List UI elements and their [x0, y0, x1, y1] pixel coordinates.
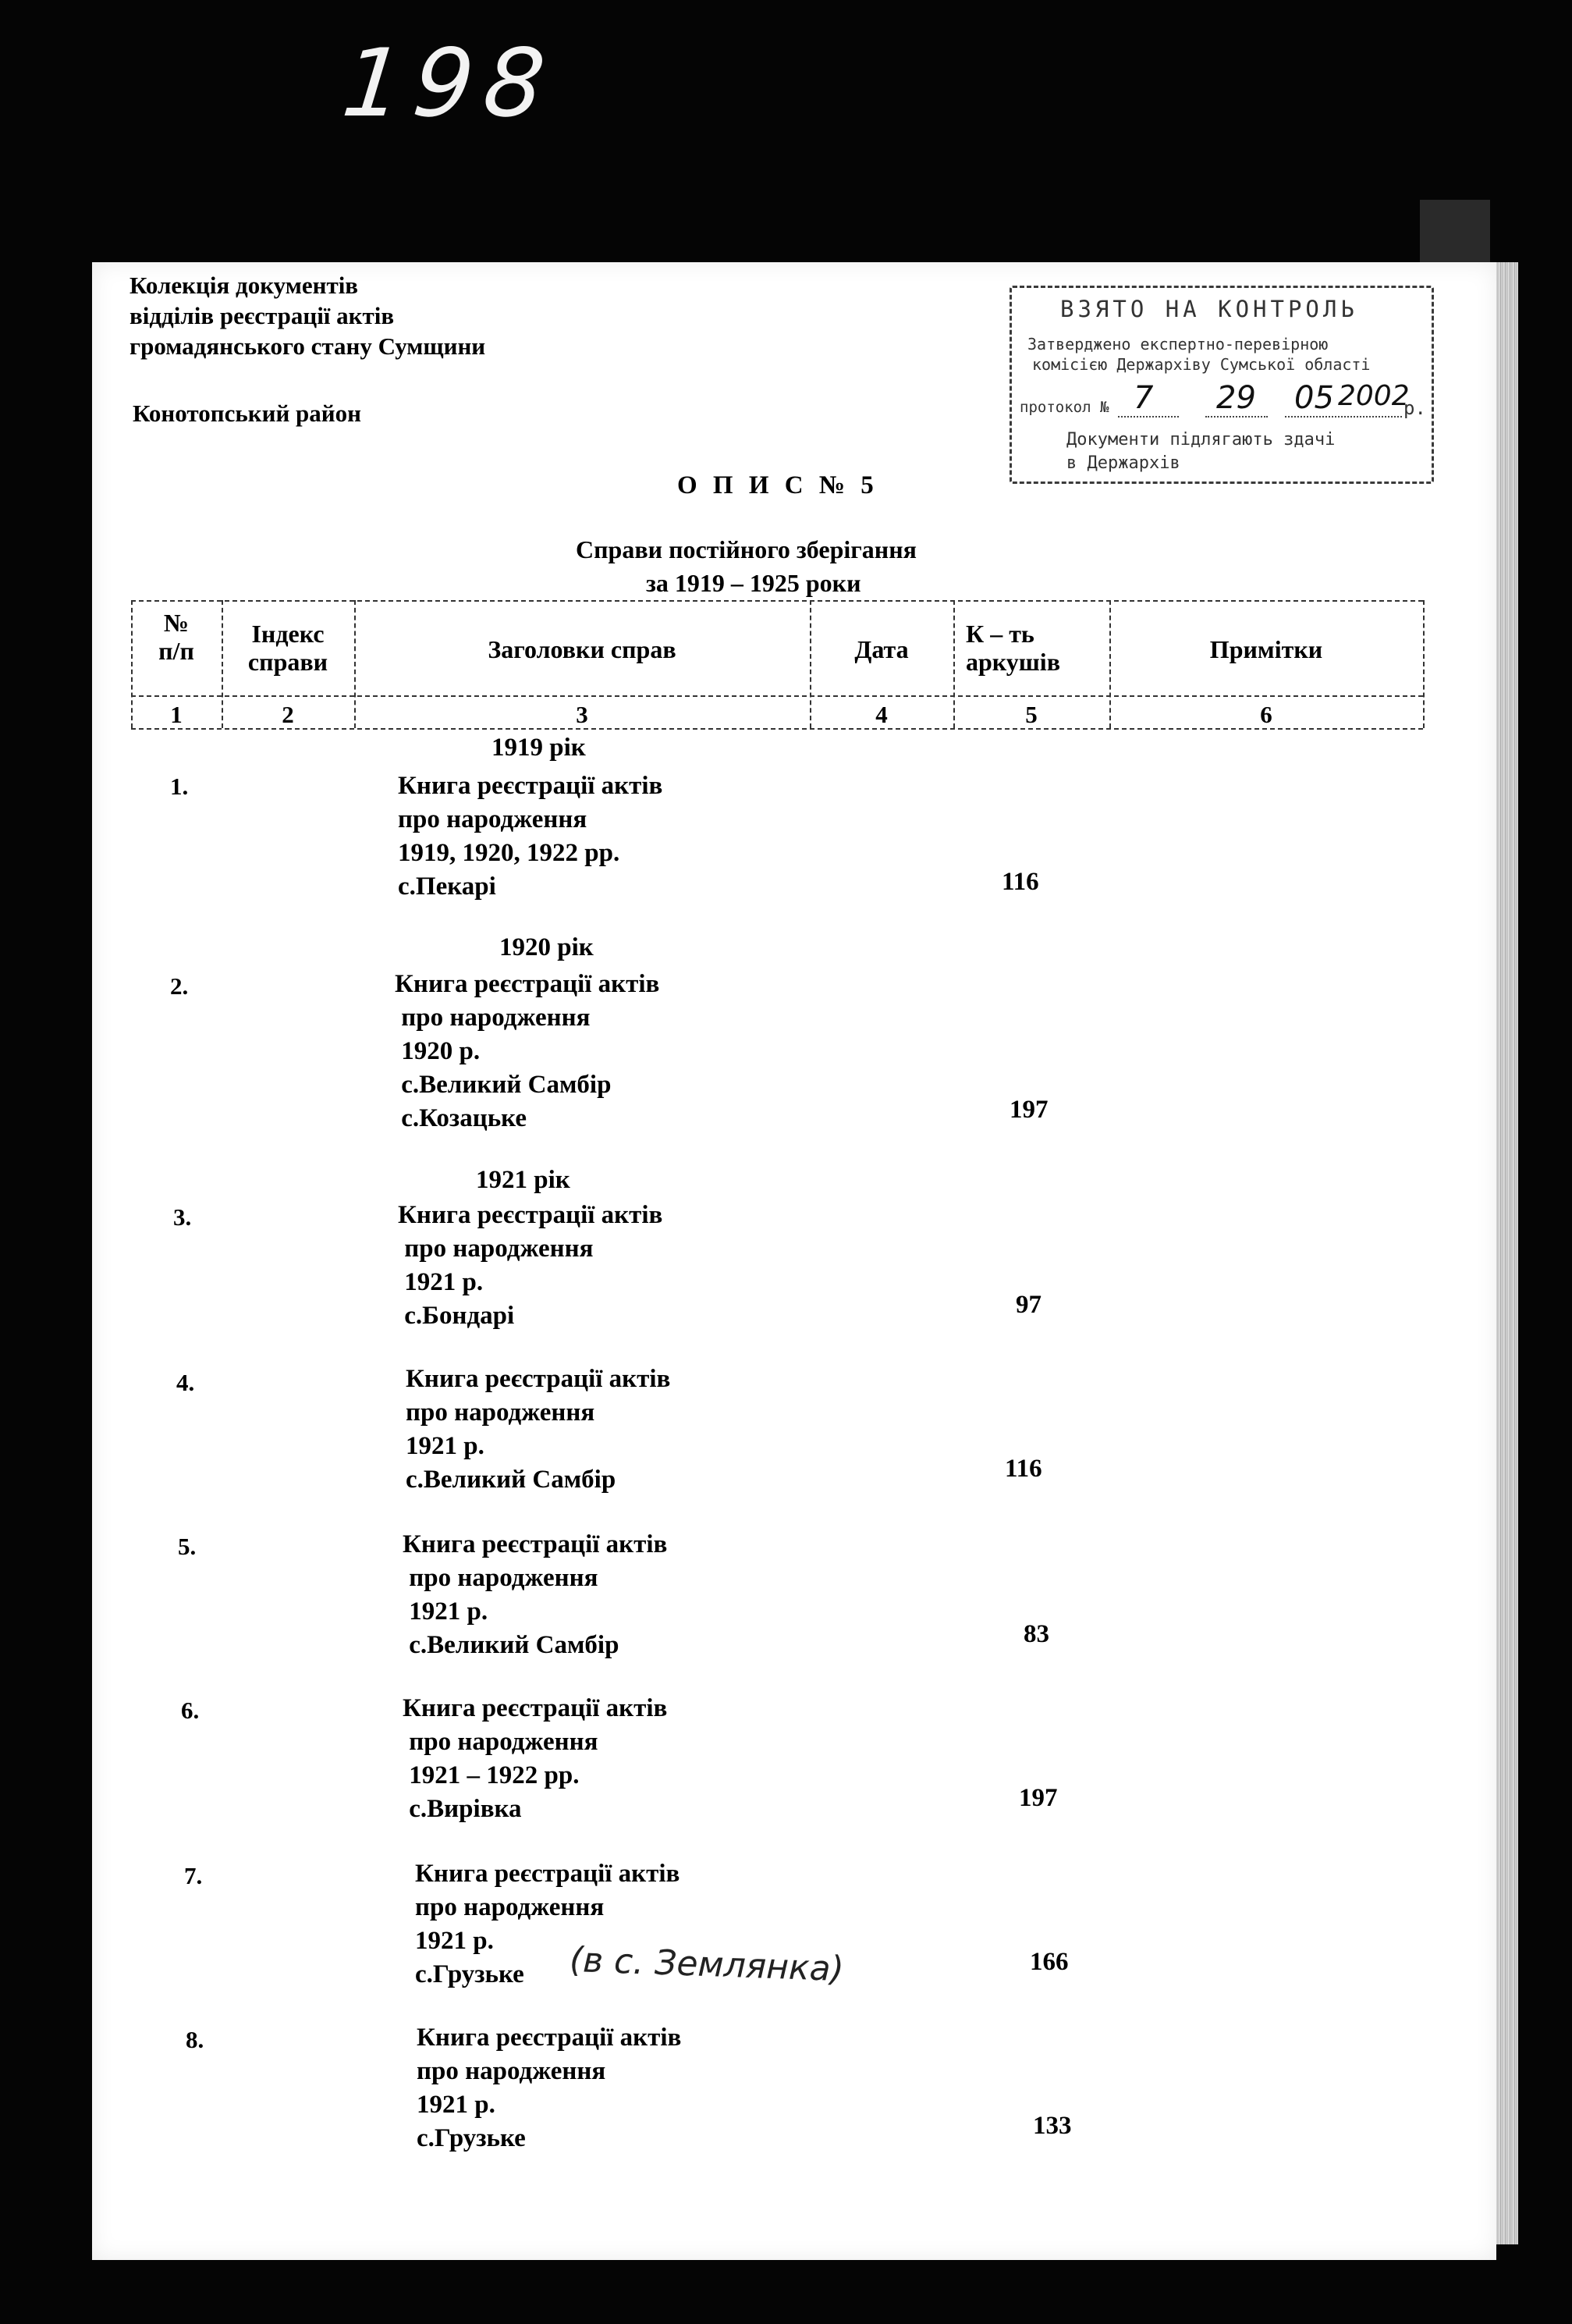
year-heading-1920: 1920 рік	[499, 933, 594, 961]
column-number-4: 4	[875, 701, 888, 728]
control-stamp	[1010, 286, 1434, 484]
table-row-2-num: 2.	[170, 972, 189, 1000]
table-row-8-num: 8.	[186, 2026, 204, 2053]
table-row-3-title: Книга реєстрації актів про народження 1921 р. с.Бондарі	[398, 1201, 663, 1330]
header-num: № п/п	[158, 609, 194, 665]
year-heading-1921: 1921 рік	[476, 1166, 570, 1194]
table-row-5-title: Книга реєстрації актів про народження 1921 р. с.Великий Самбір	[403, 1530, 668, 1659]
column-number-1: 1	[170, 701, 183, 728]
table-row-1-title: Книга реєстрації актів про народження 1919, 1920, 1922 рр. с.Пекарі	[398, 772, 663, 901]
header-notes: Примітки	[1209, 635, 1323, 663]
column-number-5: 5	[1025, 701, 1038, 728]
table-row-1-sheets: 116	[1002, 868, 1039, 896]
table-row-1-num: 1.	[170, 773, 189, 800]
stamp-year: 2002	[1338, 380, 1410, 412]
header-date: Дата	[854, 635, 909, 663]
document-page	[92, 262, 1496, 2260]
district-label: Конотопський район	[133, 400, 362, 427]
year-heading-1919: 1919 рік	[491, 734, 586, 762]
stamp-approval-line-2: комісією Держархіву Сумської області	[1032, 355, 1371, 374]
stamp-day: 29	[1216, 380, 1256, 416]
stamp-underline-day	[1205, 416, 1268, 418]
collection-line-3: громадянського стану Сумщини	[130, 332, 486, 360]
stamp-approval-line-1: Затверджено експертно-перевірною	[1027, 335, 1329, 354]
table-row-6-num: 6.	[181, 1697, 200, 1724]
stamp-protocol-label: протокол №	[1020, 399, 1109, 416]
inventory-title: О П И С № 5	[677, 471, 878, 499]
table-col-divider-6	[1423, 600, 1425, 728]
table-row-5-num: 5.	[178, 1533, 197, 1560]
film-frame-number: 198	[337, 30, 561, 138]
table-row-6-sheets: 197	[1019, 1784, 1058, 1812]
table-row-5-sheets: 83	[1024, 1620, 1049, 1648]
column-number-6: 6	[1260, 701, 1272, 728]
column-number-2: 2	[282, 701, 294, 728]
table-row-4-title: Книга реєстрації актів про народження 1921 р. с.Великий Самбір	[406, 1365, 671, 1494]
handwritten-annotation: (в с. Землянка)	[569, 1939, 845, 1990]
stamp-year-suffix: р.	[1403, 397, 1426, 419]
header-index: Індекс справи	[247, 620, 328, 676]
table-row-4-sheets: 116	[1005, 1455, 1042, 1483]
table-row-7-title: Книга реєстрації актів про народження 1921 р. с.Грузьке	[415, 1860, 680, 1988]
stamp-month: 05	[1294, 380, 1334, 416]
subtitle-line-2: за 1919 – 1925 роки	[646, 569, 861, 597]
table-row-7-num: 7.	[184, 1862, 203, 1889]
table-row-2-sheets: 197	[1010, 1096, 1049, 1124]
stamp-protocol-number: 7	[1134, 380, 1154, 416]
subtitle-line-1: Справи постійного зберігання	[576, 535, 917, 563]
collection-line-2: відділів реєстрації актів	[130, 302, 395, 329]
table-row-7-sheets: 166	[1030, 1948, 1069, 1976]
header-sheets: К – ть аркушів	[966, 620, 1060, 676]
table-row-2-title: Книга реєстрації актів про народження 1920 р. с.Великий Самбір с.Козацьке	[395, 970, 660, 1132]
table-row-8-title: Книга реєстрації актів про народження 1921 р. с.Грузьке	[417, 2024, 682, 2152]
stamp-title: ВЗЯТО НА КОНТРОЛЬ	[1060, 296, 1358, 322]
column-number-3: 3	[576, 701, 588, 728]
stamp-transfer-line-2: в Держархів	[1066, 453, 1180, 473]
table-row-8-sheets: 133	[1033, 2112, 1072, 2140]
table-rule-header-bottom	[131, 695, 1423, 697]
header-titles: Заголовки справ	[488, 635, 676, 663]
stamp-underline-protocol	[1118, 416, 1179, 418]
stamp-underline-date	[1285, 416, 1402, 418]
collection-line-1: Колекція документів	[130, 272, 359, 299]
table-rule-top	[131, 600, 1423, 602]
collection-header	[130, 270, 485, 361]
table-row-6-title: Книга реєстрації актів про народження 1921 – 1922 рр. с.Вирівка	[403, 1694, 668, 1823]
stamp-transfer-line-1: Документи підлягають здачі	[1066, 430, 1336, 450]
table-row-3-num: 3.	[173, 1203, 192, 1231]
table-row-3-sheets: 97	[1016, 1291, 1041, 1319]
table-row-4-num: 4.	[176, 1369, 195, 1396]
